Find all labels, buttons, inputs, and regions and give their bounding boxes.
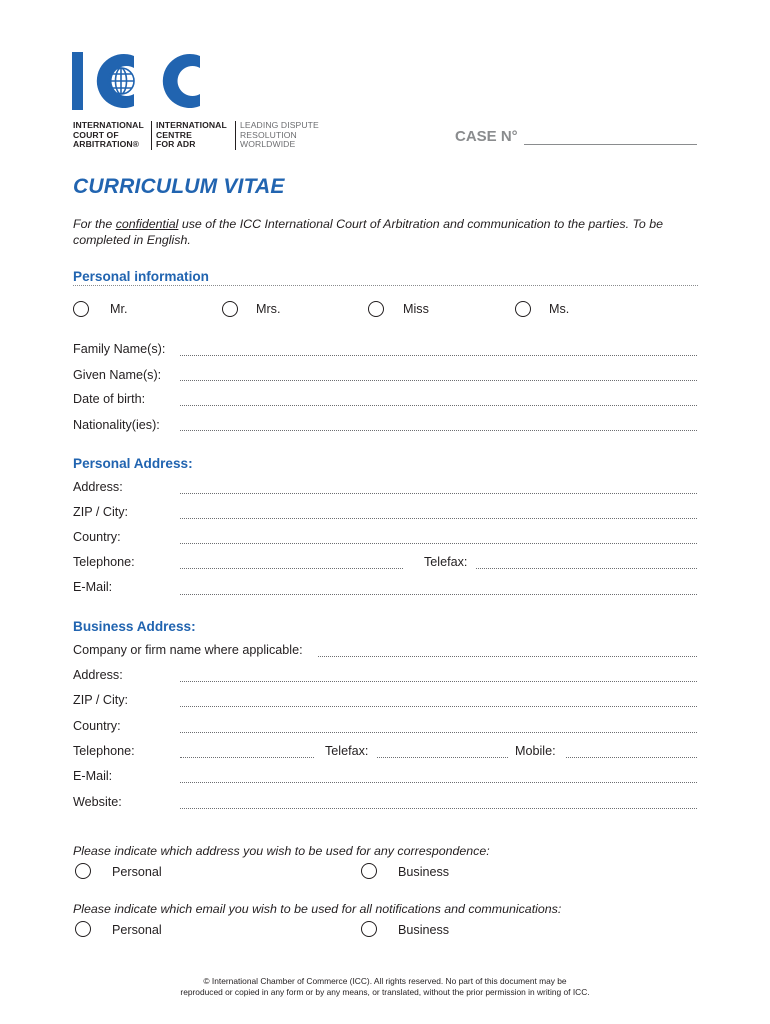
family-name-label: Family Name(s): — [73, 342, 166, 356]
personal-telefax-label: Telefax: — [424, 555, 468, 569]
correspondence-question: Please indicate which address you wish to be used for any correspondence: — [73, 844, 490, 858]
business-email-field[interactable] — [180, 782, 697, 783]
company-name-field[interactable] — [318, 656, 697, 657]
logo-text-centre: INTERNATIONAL CENTRE FOR ADR — [156, 120, 227, 150]
business-telephone-label: Telephone: — [73, 744, 135, 758]
given-name-field[interactable] — [180, 380, 697, 381]
confidential-emphasis: confidential — [115, 217, 179, 231]
given-name-label: Given Name(s): — [73, 368, 162, 382]
personal-country-field[interactable] — [180, 543, 697, 544]
notifications-personal-label: Personal — [112, 923, 162, 937]
copyright-footer: © International Chamber of Commerce (ICC). All rights reserved. No part of this document may be reproduced or copied in any form or by any means, or translated, without the prior permission in writing of ICC. — [180, 976, 590, 997]
notifications-business-label: Business — [398, 923, 450, 937]
radio-notifications-business[interactable] — [361, 921, 377, 937]
family-name-field[interactable] — [180, 355, 697, 356]
business-mobile-label: Mobile: — [515, 744, 556, 758]
company-name-label: Company or firm name where applicable: — [73, 643, 303, 657]
nationality-field[interactable] — [180, 430, 697, 431]
radio-correspondence-personal[interactable] — [75, 863, 91, 879]
business-zip-city-field[interactable] — [180, 706, 697, 707]
case-number-field[interactable] — [524, 144, 697, 145]
business-telefax-label: Telefax: — [325, 744, 369, 758]
personal-zip-city-label: ZIP / City: — [73, 505, 129, 519]
radio-mrs[interactable] — [222, 301, 238, 317]
personal-telephone-label: Telephone: — [73, 555, 135, 569]
radio-miss[interactable] — [368, 301, 384, 317]
salutation-label-miss: Miss — [403, 302, 429, 316]
personal-country-label: Country: — [73, 530, 121, 544]
personal-address-label: Address: — [73, 480, 123, 494]
business-email-label: E-Mail: — [73, 769, 113, 783]
nationality-label: Nationality(ies): — [73, 418, 160, 432]
personal-address-field[interactable] — [180, 493, 697, 494]
page-title: CURRICULUM VITAE — [73, 175, 285, 198]
section-business-address: Business Address: — [73, 619, 196, 634]
business-address-label: Address: — [73, 668, 123, 682]
radio-correspondence-business[interactable] — [361, 863, 377, 879]
business-telephone-field[interactable] — [180, 757, 314, 758]
icc-logo — [72, 48, 204, 114]
date-of-birth-label: Date of birth: — [73, 392, 146, 406]
section-personal-information: Personal information — [73, 269, 209, 284]
logo-divider — [151, 121, 152, 150]
business-country-label: Country: — [73, 719, 121, 733]
notifications-question: Please indicate which email you wish to be used for all notifications and communications: — [73, 902, 562, 916]
salutation-label-mrs: Mrs. — [256, 302, 281, 316]
section-personal-address: Personal Address: — [73, 456, 193, 471]
correspondence-personal-label: Personal — [112, 865, 162, 879]
business-zip-city-label: ZIP / City: — [73, 693, 129, 707]
logo-divider — [235, 121, 236, 150]
website-field[interactable] — [180, 808, 697, 809]
personal-zip-city-field[interactable] — [180, 518, 697, 519]
personal-email-field[interactable] — [180, 594, 697, 595]
business-country-field[interactable] — [180, 732, 697, 733]
date-of-birth-field[interactable] — [180, 405, 697, 406]
correspondence-business-label: Business — [398, 865, 450, 879]
intro-text: For the confidential use of the ICC International Court of Arbitration and communication to the parties. To be completed in English. — [73, 217, 664, 247]
section-divider — [73, 285, 698, 286]
website-label: Website: — [73, 795, 122, 809]
business-address-field[interactable] — [180, 681, 697, 682]
salutation-label-mr: Mr. — [110, 302, 128, 316]
personal-email-label: E-Mail: — [73, 580, 113, 594]
personal-telephone-field[interactable] — [180, 568, 403, 569]
radio-mr[interactable] — [73, 301, 89, 317]
radio-notifications-personal[interactable] — [75, 921, 91, 937]
salutation-label-ms: Ms. — [549, 302, 570, 316]
logo-text-tagline: LEADING DISPUTE RESOLUTION WORLDWIDE — [240, 120, 319, 150]
case-number-label: CASE N° — [455, 128, 518, 145]
business-mobile-field[interactable] — [566, 757, 697, 758]
radio-ms[interactable] — [515, 301, 531, 317]
personal-telefax-field[interactable] — [476, 568, 697, 569]
business-telefax-field[interactable] — [377, 757, 508, 758]
logo-text-court: INTERNATIONAL COURT OF ARBITRATION® — [73, 120, 144, 150]
